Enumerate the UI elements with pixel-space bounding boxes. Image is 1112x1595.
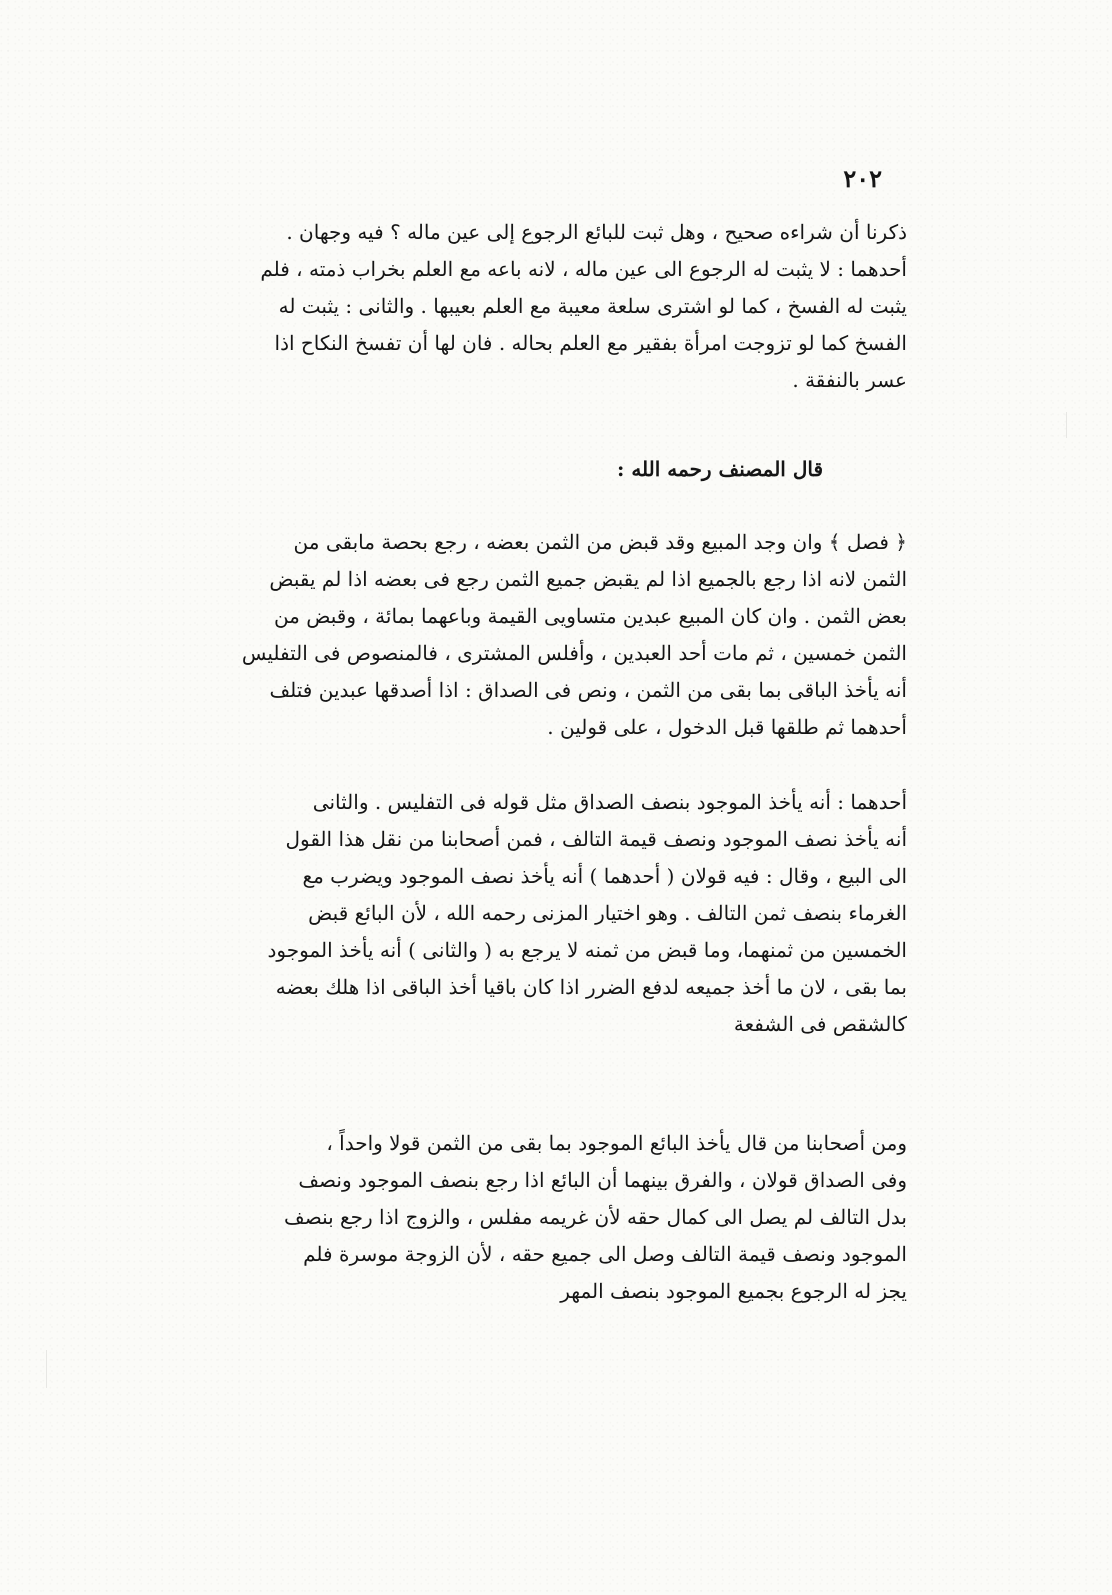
- author-heading: [183, 451, 907, 488]
- paragraph-4: [183, 784, 907, 1043]
- text-line: الثمن لانه اذا رجع بالجميع اذا لم يقبض جميع الثمن رجع فى بعضه اذا لم يقبض: [269, 567, 907, 591]
- text-line: بدل التالف لم يصل الى كمال حقه لأن غريمه مفلس ، والزوج اذا رجع بنصف: [284, 1205, 907, 1229]
- text-line: الفسخ كما لو تزوجت امرأة بفقير مع العلم بحاله . فان لها أن تفسخ النكاح اذا: [274, 331, 907, 355]
- text-line: بعض الثمن . وان كان المبيع عبدين متساويى القيمة وباعهما بمائة ، وقبض من: [273, 604, 907, 628]
- text-line: الغرماء بنصف ثمن التالف . وهو اختيار المزنى رحمه الله ، لأن البائع قبض: [308, 901, 907, 925]
- text-line: ذكرنا أن شراءه صحيح ، وهل ثبت للبائع الرجوع إلى عين ماله ؟ فيه وجهان .: [286, 220, 907, 244]
- text-line: ومن أصحابنا من قال يأخذ البائع الموجود بما بقى من الثمن قولا واحداً ،: [326, 1131, 907, 1155]
- paragraph-3: [183, 524, 907, 746]
- text-line: ﴿ فصل ﴾ وان وجد المبيع وقد قبض من الثمن بعضه ، رجع بحصة مابقى من: [293, 530, 907, 554]
- text-line: وفى الصداق قولان ، والفرق بينهما أن البائع اذا رجع بنصف الموجود ونصف: [298, 1168, 907, 1192]
- scan-mark: [1066, 412, 1067, 438]
- text-line: الخمسين من ثمنهما، وما قبض من ثمنه لا يرجع به ( والثانى ) أنه يأخذ الموجود: [267, 938, 907, 962]
- text-line: أحدهما : أنه يأخذ الموجود بنصف الصداق مثل قوله فى التفليس . والثانى: [312, 790, 907, 814]
- paragraph-5: [183, 1125, 907, 1310]
- heading-line: قال المصنف رحمه الله :: [616, 457, 823, 481]
- page-number: ٢٠٢: [843, 164, 882, 193]
- text-line: كالشقص فى الشفعة: [733, 1012, 907, 1036]
- scan-mark: [46, 1350, 47, 1388]
- text-line: الموجود ونصف قيمة التالف وصل الى جميع حقه ، لأن الزوجة موسرة فلم: [303, 1242, 907, 1266]
- text-line: الثمن خمسين ، ثم مات أحد العبدين ، وأفلس المشترى ، فالمنصوص فى التفليس: [241, 641, 907, 665]
- text-line: يثبت له الفسخ ، كما لو اشترى سلعة معيبة مع العلم بعيبها . والثانى : يثبت له: [278, 294, 907, 318]
- text-line: أنه يأخذ الباقى بما بقى من الثمن ، ونص فى الصداق : اذا أصدقها عبدين فتلف: [269, 678, 907, 702]
- text-line: عسر بالنفقة .: [792, 368, 907, 392]
- text-line: أحدهما ثم طلقها قبل الدخول ، على قولين .: [547, 715, 907, 739]
- text-line: أحدهما : لا يثبت له الرجوع الى عين ماله ، لانه باعه مع العلم بخراب ذمته ، فلم: [260, 257, 907, 281]
- text-line: الى البيع ، وقال : فيه قولان ( أحدهما ) أنه يأخذ نصف الموجود ويضرب مع: [302, 864, 907, 888]
- text-line: أنه يأخذ نصف الموجود ونصف قيمة التالف ، فمن أصحابنا من نقل هذا القول: [285, 827, 907, 851]
- text-line: يجز له الرجوع بجميع الموجود بنصف المهر: [560, 1279, 907, 1303]
- paragraph-1: [183, 214, 907, 399]
- text-line: بما بقى ، لان ما أخذ جميعه لدفع الضرر اذا كان باقيا أخذ الباقى اذا هلك بعضه: [275, 975, 907, 999]
